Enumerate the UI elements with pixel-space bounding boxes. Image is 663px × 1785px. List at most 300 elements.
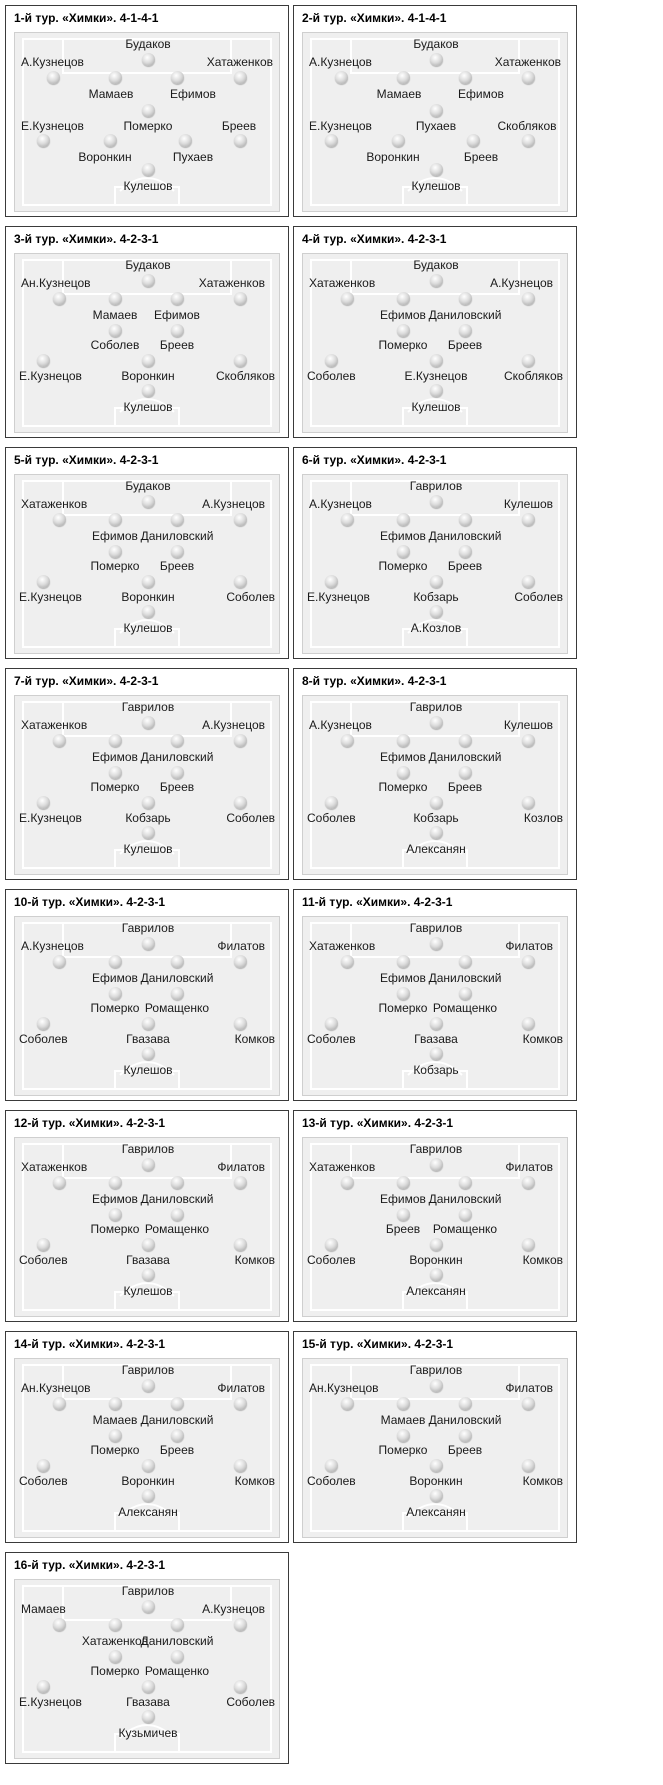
player-ball-icon [234, 1459, 247, 1472]
player-ball-icon [109, 1397, 122, 1410]
player-ball-icon [109, 987, 122, 1000]
player-name: Гаврилов [121, 921, 175, 935]
player-name: Кулешов [123, 1284, 173, 1298]
player-name: Гвазава [414, 1032, 458, 1046]
player-ball-icon [53, 734, 66, 747]
player-name: Мамаев [21, 1602, 66, 1616]
player-name: Кулешов [123, 179, 173, 193]
pitch [14, 1358, 280, 1538]
player-name: Бреев [159, 559, 195, 573]
player-name: Бреев [447, 780, 483, 794]
player-name: А.Кузнецов [21, 939, 84, 953]
player-name: Померко [90, 1443, 140, 1457]
player-ball-icon [171, 766, 184, 779]
player-ball-icon [53, 1176, 66, 1189]
player-ball-icon [522, 71, 535, 84]
player-name: А.Кузнецов [202, 1602, 265, 1616]
pitch [14, 916, 280, 1096]
player-name: Ан.Кузнецов [21, 276, 91, 290]
player-ball-icon [397, 513, 410, 526]
lineup-card [5, 447, 289, 659]
player-name: Комков [522, 1253, 563, 1267]
pitch [302, 253, 568, 433]
player-name: Мамаев [376, 87, 422, 101]
player-ball-icon [171, 1429, 184, 1442]
player-ball-icon [109, 1176, 122, 1189]
player-name: Померко [90, 1001, 140, 1015]
player-name: Ромащенко [432, 1001, 498, 1015]
player-ball-icon [430, 937, 443, 950]
player-name: Пухаев [172, 150, 214, 164]
player-name: Хатаженков [206, 55, 273, 69]
player-ball-icon [459, 513, 472, 526]
lineup-card [5, 5, 289, 217]
player-name: Алексанян [118, 1505, 178, 1519]
player-ball-icon [171, 955, 184, 968]
player-name: Филатов [505, 1381, 553, 1395]
player-ball-icon [341, 955, 354, 968]
player-ball-icon [234, 354, 247, 367]
player-name: Филатов [217, 939, 265, 953]
player-name: Филатов [217, 1160, 265, 1174]
pitch [302, 916, 568, 1096]
player-name: Гвазава [126, 1032, 170, 1046]
player-name: Даниловский [140, 1192, 214, 1206]
pitch [302, 474, 568, 654]
player-ball-icon [397, 734, 410, 747]
player-name: Мамаев [88, 87, 134, 101]
player-ball-icon [171, 1650, 184, 1663]
player-name: А.Кузнецов [202, 497, 265, 511]
player-ball-icon [430, 163, 443, 176]
player-name: А.Кузнецов [21, 55, 84, 69]
player-ball-icon [142, 1238, 155, 1251]
player-name: Соболев [90, 338, 140, 352]
player-name: Соболев [226, 1695, 275, 1709]
player-name: Кобзарь [413, 590, 459, 604]
player-ball-icon [171, 734, 184, 747]
player-ball-icon [179, 134, 192, 147]
player-name: Бреев [447, 559, 483, 573]
player-ball-icon [430, 495, 443, 508]
player-name: Кобзарь [413, 811, 459, 825]
player-ball-icon [234, 1680, 247, 1693]
player-name: Соболев [19, 1253, 68, 1267]
player-ball-icon [142, 1158, 155, 1171]
player-ball-icon [522, 354, 535, 367]
player-ball-icon [109, 955, 122, 968]
player-ball-icon [171, 1397, 184, 1410]
player-ball-icon [47, 71, 60, 84]
player-name: Хатаженков [21, 497, 88, 511]
player-ball-icon [37, 134, 50, 147]
lineup-title: 7-й тур. «Химки». 4-2-3-1 [14, 674, 159, 688]
player-ball-icon [467, 134, 480, 147]
player-name: Померко [378, 559, 428, 573]
lineup-title: 6-й тур. «Химки». 4-2-3-1 [302, 453, 447, 467]
player-ball-icon [142, 384, 155, 397]
player-ball-icon [142, 274, 155, 287]
player-ball-icon [522, 955, 535, 968]
player-ball-icon [341, 1397, 354, 1410]
player-ball-icon [37, 796, 50, 809]
player-name: Будаков [413, 258, 459, 272]
player-ball-icon [142, 1680, 155, 1693]
player-name: Гаврилов [121, 1584, 175, 1598]
player-name: Бреев [221, 119, 257, 133]
player-ball-icon [171, 1618, 184, 1631]
player-ball-icon [397, 292, 410, 305]
player-ball-icon [341, 734, 354, 747]
player-ball-icon [459, 987, 472, 1000]
player-name: Даниловский [140, 971, 214, 985]
player-name: Хатаженков [309, 1160, 376, 1174]
player-ball-icon [325, 354, 338, 367]
player-name: Воронкин [78, 150, 132, 164]
player-ball-icon [430, 605, 443, 618]
player-name: Гаврилов [409, 479, 463, 493]
player-name: Кобзарь [125, 811, 171, 825]
player-ball-icon [142, 163, 155, 176]
player-ball-icon [53, 1618, 66, 1631]
player-name: Ефимов [380, 750, 426, 764]
player-ball-icon [459, 1429, 472, 1442]
player-ball-icon [142, 937, 155, 950]
player-ball-icon [171, 1176, 184, 1189]
player-ball-icon [234, 134, 247, 147]
player-name: Хатаженков [198, 276, 265, 290]
player-ball-icon [341, 292, 354, 305]
player-ball-icon [397, 1176, 410, 1189]
player-ball-icon [109, 71, 122, 84]
player-name: Будаков [125, 479, 171, 493]
player-name: Соболев [514, 590, 563, 604]
player-ball-icon [37, 1459, 50, 1472]
player-name: Кулешов [411, 400, 461, 414]
lineup-card [5, 1552, 289, 1764]
player-name: Е.Кузнецов [307, 590, 370, 604]
player-ball-icon [397, 766, 410, 779]
player-ball-icon [430, 104, 443, 117]
player-name: Кулешов [123, 1063, 173, 1077]
player-name: Комков [522, 1032, 563, 1046]
player-ball-icon [234, 955, 247, 968]
player-ball-icon [142, 605, 155, 618]
player-ball-icon [430, 1379, 443, 1392]
player-ball-icon [142, 1379, 155, 1392]
player-ball-icon [341, 1176, 354, 1189]
player-name: Бреев [159, 1443, 195, 1457]
player-ball-icon [430, 1489, 443, 1502]
player-name: Ромащенко [144, 1664, 210, 1678]
player-name: Померко [90, 780, 140, 794]
player-ball-icon [142, 1017, 155, 1030]
player-name: Даниловский [428, 529, 502, 543]
player-ball-icon [325, 575, 338, 588]
player-name: Кулешов [503, 497, 553, 511]
player-ball-icon [430, 575, 443, 588]
player-name: Ан.Кузнецов [21, 1381, 91, 1395]
player-name: Воронкин [409, 1474, 463, 1488]
player-name: Е.Кузнецов [19, 1695, 82, 1709]
player-name: Мамаев [380, 1413, 426, 1427]
player-ball-icon [459, 734, 472, 747]
player-ball-icon [142, 1489, 155, 1502]
player-name: Гвазава [126, 1695, 170, 1709]
lineup-card [5, 1331, 289, 1543]
player-ball-icon [142, 1459, 155, 1472]
player-name: Ефимов [92, 750, 138, 764]
player-ball-icon [397, 324, 410, 337]
player-ball-icon [430, 1459, 443, 1472]
player-ball-icon [109, 766, 122, 779]
player-name: Кулешов [503, 718, 553, 732]
player-ball-icon [171, 292, 184, 305]
player-ball-icon [397, 955, 410, 968]
lineup-card [5, 668, 289, 880]
player-ball-icon [142, 716, 155, 729]
lineup-title: 11-й тур. «Химки». 4-2-3-1 [302, 895, 453, 909]
pitch [302, 1358, 568, 1538]
player-name: Даниловский [428, 750, 502, 764]
player-ball-icon [109, 1208, 122, 1221]
player-ball-icon [325, 1238, 338, 1251]
player-ball-icon [109, 734, 122, 747]
player-ball-icon [53, 1397, 66, 1410]
player-ball-icon [109, 324, 122, 337]
player-name: Мамаев [92, 1413, 138, 1427]
player-ball-icon [397, 1208, 410, 1221]
player-ball-icon [234, 292, 247, 305]
lineup-title: 16-й тур. «Химки». 4-2-3-1 [14, 1558, 166, 1572]
player-name: Ефимов [458, 87, 504, 101]
player-name: Гаврилов [409, 1363, 463, 1377]
player-name: Кулешов [123, 842, 173, 856]
player-name: Кулешов [123, 621, 173, 635]
player-ball-icon [430, 796, 443, 809]
player-ball-icon [392, 134, 405, 147]
player-name: Воронкин [121, 369, 175, 383]
player-ball-icon [37, 1680, 50, 1693]
player-name: Филатов [505, 939, 553, 953]
player-name: Е.Кузнецов [404, 369, 468, 383]
player-name: Комков [522, 1474, 563, 1488]
player-ball-icon [459, 955, 472, 968]
pitch [302, 1137, 568, 1317]
player-name: А.Кузнецов [309, 55, 372, 69]
player-ball-icon [325, 1017, 338, 1030]
player-ball-icon [234, 575, 247, 588]
player-ball-icon [430, 354, 443, 367]
player-ball-icon [171, 545, 184, 558]
player-ball-icon [142, 495, 155, 508]
player-ball-icon [142, 53, 155, 66]
player-name: А.Кузнецов [202, 718, 265, 732]
player-ball-icon [142, 104, 155, 117]
player-ball-icon [335, 71, 348, 84]
player-name: Бреев [159, 338, 195, 352]
player-name: Комков [234, 1474, 275, 1488]
player-ball-icon [522, 1397, 535, 1410]
lineup-card [5, 889, 289, 1101]
player-name: Комков [234, 1032, 275, 1046]
player-name: Померко [90, 559, 140, 573]
player-ball-icon [522, 1238, 535, 1251]
player-ball-icon [53, 292, 66, 305]
player-name: Ан.Кузнецов [309, 1381, 379, 1395]
player-name: Ромащенко [144, 1001, 210, 1015]
player-ball-icon [171, 513, 184, 526]
player-name: Ефимов [92, 529, 138, 543]
player-name: Пухаев [415, 119, 457, 133]
lineup-title: 1-й тур. «Химки». 4-1-4-1 [14, 11, 159, 25]
player-ball-icon [459, 324, 472, 337]
player-ball-icon [37, 575, 50, 588]
player-name: Ефимов [170, 87, 216, 101]
pitch [14, 695, 280, 875]
lineup-title: 10-й тур. «Химки». 4-2-3-1 [14, 895, 166, 909]
player-ball-icon [109, 513, 122, 526]
player-name: Гаврилов [409, 700, 463, 714]
player-name: Соболев [307, 811, 356, 825]
player-name: Хатаженков [494, 55, 561, 69]
player-name: Скобляков [216, 369, 275, 383]
player-name: Ефимов [380, 529, 426, 543]
player-name: Будаков [413, 37, 459, 51]
player-name: Даниловский [428, 308, 502, 322]
player-name: Гаврилов [121, 1142, 175, 1156]
player-ball-icon [430, 716, 443, 729]
player-name: Скобляков [504, 369, 563, 383]
player-name: Ефимов [154, 308, 200, 322]
player-name: Комков [234, 1253, 275, 1267]
player-name: Алексанян [406, 1505, 466, 1519]
player-name: Е.Кузнецов [21, 119, 84, 133]
player-ball-icon [522, 292, 535, 305]
player-ball-icon [142, 796, 155, 809]
player-name: Хатаженков [309, 939, 376, 953]
lineup-title: 8-й тур. «Химки». 4-2-3-1 [302, 674, 447, 688]
player-ball-icon [234, 1238, 247, 1251]
player-name: Ефимов [92, 971, 138, 985]
player-name: Соболев [19, 1474, 68, 1488]
player-name: Даниловский [140, 1634, 214, 1648]
player-ball-icon [37, 1017, 50, 1030]
player-ball-icon [325, 134, 338, 147]
lineup-title: 15-й тур. «Химки». 4-2-3-1 [302, 1337, 454, 1351]
player-name: Бреев [447, 338, 483, 352]
player-name: А.Кузнецов [309, 718, 372, 732]
pitch [14, 1137, 280, 1317]
player-ball-icon [234, 1176, 247, 1189]
player-ball-icon [397, 545, 410, 558]
player-name: А.Кузнецов [490, 276, 553, 290]
player-name: Померко [123, 119, 173, 133]
player-ball-icon [142, 1600, 155, 1613]
player-name: Бреев [385, 1222, 421, 1236]
player-ball-icon [171, 987, 184, 1000]
lineup-title: 3-й тур. «Химки». 4-2-3-1 [14, 232, 159, 246]
player-ball-icon [234, 513, 247, 526]
lineup-card [293, 668, 577, 880]
player-ball-icon [459, 292, 472, 305]
player-name: Гаврилов [409, 1142, 463, 1156]
player-ball-icon [522, 134, 535, 147]
player-name: Воронкин [409, 1253, 463, 1267]
lineup-title: 5-й тур. «Химки». 4-2-3-1 [14, 453, 159, 467]
pitch [302, 32, 568, 212]
player-name: Даниловский [140, 1413, 214, 1427]
player-name: Е.Кузнецов [19, 369, 82, 383]
player-ball-icon [234, 1618, 247, 1631]
player-ball-icon [171, 324, 184, 337]
player-name: Хатаженков [21, 718, 88, 732]
player-name: Филатов [217, 1381, 265, 1395]
player-name: Филатов [505, 1160, 553, 1174]
player-name: Кузьмичев [118, 1726, 178, 1740]
player-ball-icon [430, 1047, 443, 1060]
player-name: Кулешов [123, 400, 173, 414]
player-ball-icon [234, 796, 247, 809]
lineup-title: 12-й тур. «Химки». 4-2-3-1 [14, 1116, 166, 1130]
player-ball-icon [234, 734, 247, 747]
player-ball-icon [459, 71, 472, 84]
player-ball-icon [142, 1710, 155, 1723]
player-ball-icon [430, 1238, 443, 1251]
player-name: Ромащенко [432, 1222, 498, 1236]
player-name: Алексанян [406, 842, 466, 856]
player-name: Гаврилов [121, 1363, 175, 1377]
player-name: Кулешов [411, 179, 461, 193]
player-ball-icon [522, 1459, 535, 1472]
player-ball-icon [109, 1618, 122, 1631]
player-name: Бреев [159, 780, 195, 794]
player-ball-icon [234, 1017, 247, 1030]
player-ball-icon [53, 955, 66, 968]
player-ball-icon [104, 134, 117, 147]
pitch [14, 32, 280, 212]
player-ball-icon [430, 53, 443, 66]
player-ball-icon [522, 1017, 535, 1030]
player-name: Гаврилов [121, 700, 175, 714]
player-ball-icon [325, 1459, 338, 1472]
player-name: Померко [378, 1001, 428, 1015]
player-name: Соболев [307, 1253, 356, 1267]
player-ball-icon [430, 384, 443, 397]
player-name: Ромащенко [144, 1222, 210, 1236]
lineup-card [293, 5, 577, 217]
player-ball-icon [430, 1268, 443, 1281]
player-ball-icon [142, 1268, 155, 1281]
player-name: Ефимов [380, 308, 426, 322]
player-name: Ефимов [380, 1192, 426, 1206]
player-ball-icon [234, 1397, 247, 1410]
player-ball-icon [522, 734, 535, 747]
player-ball-icon [522, 575, 535, 588]
pitch [14, 253, 280, 433]
player-ball-icon [109, 292, 122, 305]
player-name: Даниловский [428, 1192, 502, 1206]
lineup-title: 2-й тур. «Химки». 4-1-4-1 [302, 11, 447, 25]
player-ball-icon [459, 766, 472, 779]
player-name: Померко [378, 1443, 428, 1457]
player-ball-icon [430, 274, 443, 287]
player-ball-icon [459, 1176, 472, 1189]
player-ball-icon [234, 71, 247, 84]
player-name: Даниловский [428, 1413, 502, 1427]
player-name: Померко [90, 1222, 140, 1236]
player-ball-icon [341, 513, 354, 526]
